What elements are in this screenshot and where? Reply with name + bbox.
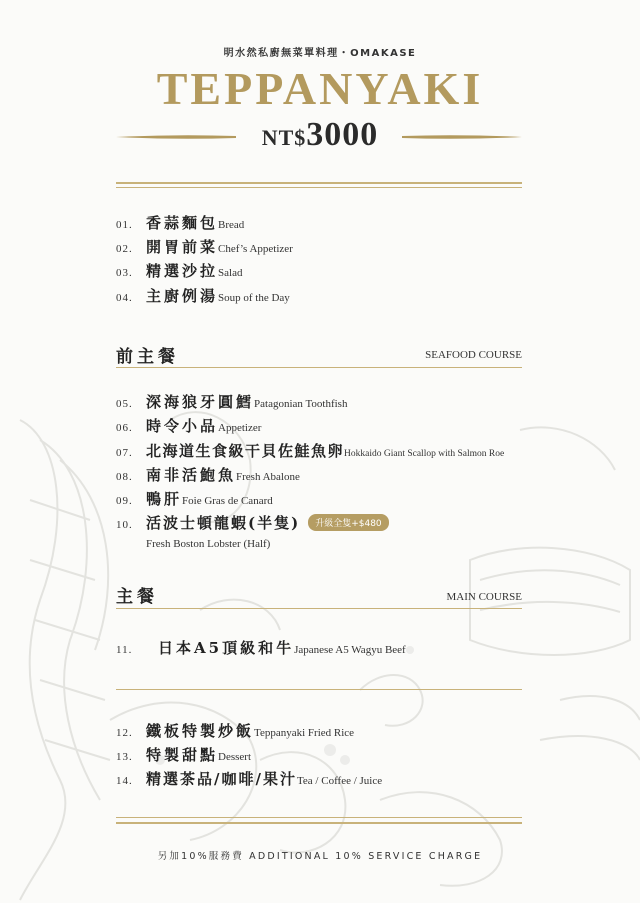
item-number: 08. [116,471,133,483]
section-title-main-en: MAIN COURSE [446,591,522,603]
menu-item [116,464,300,485]
menu-item [116,744,251,765]
section-title-main-zh: 主餐 [116,587,158,607]
item-name-en: Patagonian Toothfish [254,398,348,410]
item-name-en: Fresh Boston Lobster (Half) [146,538,271,550]
item-name-zh: 鴨肝 [146,490,183,508]
item-name-zh: 精選沙拉 [146,262,219,280]
item-name-en: Fresh Abalone [236,471,300,483]
item-number: 02. [116,243,133,255]
item-name-en: Teppanyaki Fried Rice [254,727,355,739]
seafood-divider [116,367,522,368]
item-name-zh: 深海狼牙圓鱈 [146,393,255,411]
price [0,116,640,154]
bottom-divider-thin [116,817,522,818]
item-name-zh: 日本A5頂級和牛 [158,639,295,657]
item-name-zh: 南非活鮑魚 [146,466,237,484]
item-name-en: Appetizer [218,422,262,434]
item-name-en: Soup of the Day [218,292,290,304]
section-title-seafood-zh: 前主餐 [116,347,179,367]
item-name-zh: 香蒜麵包 [146,214,219,232]
menu-item [116,236,293,257]
restaurant-subtitle: 明水然私廚無菜單料理・OMAKASE [223,48,417,59]
menu-item [116,415,261,436]
bottom-divider [116,822,522,824]
menu-item [116,637,406,658]
main-end-divider [116,689,522,690]
item-number: 12. [116,727,133,739]
item-name-zh: 精選茶品/咖啡/果汁 [146,770,297,788]
upgrade-badge: 升級全隻+$480 [308,514,388,531]
item-number: 07. [116,447,133,459]
menu-item [116,260,242,281]
menu-item [116,285,290,306]
item-number: 09. [116,495,133,507]
item-number: 14. [116,775,133,787]
price-currency: NT$ [261,125,307,150]
item-name-zh: 主廚例湯 [146,287,219,305]
item-number: 06. [116,422,133,434]
menu-item [116,440,504,461]
item-number: 05. [116,398,133,410]
menu-item [116,488,273,509]
item-name-en: Foie Gras de Canard [182,495,273,507]
menu-item [116,768,382,789]
menu-item [116,720,354,741]
menu-item [116,391,347,412]
item-name-en: Hokkaido Giant Scallop with Salmon Roe [344,449,505,459]
menu-item-subline [146,532,270,551]
service-charge-note: 另加10%服務費 ADDITIONAL 10% SERVICE CHARGE [157,851,483,862]
item-number: 04. [116,292,133,304]
price-row [0,116,640,156]
item-number: 03. [116,267,133,279]
item-number: 01. [116,219,133,231]
item-name-en: Chef’s Appetizer [218,243,293,255]
page-title: TEPPANYAKI [156,63,484,114]
right-flourish-ornament [402,134,522,140]
top-divider [116,182,522,184]
item-name-en: Bread [218,219,245,231]
menu-item [116,212,244,233]
item-number: 10. [116,519,133,531]
item-name-zh: 特製甜點 [146,746,219,764]
item-name-zh: 鐵板特製炒飯 [146,722,255,740]
item-name-zh: 活波士頓龍蝦(半隻) [146,514,301,532]
item-name-zh: 開胃前菜 [146,238,219,256]
item-name-en: Dessert [218,751,252,763]
item-name-zh: 北海道生食級干貝佐鮭魚卵 [146,442,345,460]
top-divider-thin [116,187,522,188]
main-divider [116,608,522,609]
menu-item [116,512,389,533]
section-title-seafood-en: SEAFOOD COURSE [425,349,522,361]
item-number: 11. [116,644,133,656]
price-value: 3000 [306,116,379,153]
item-name-en: Japanese A5 Wagyu Beef [294,644,406,656]
item-name-zh: 時令小品 [146,417,219,435]
item-number: 13. [116,751,133,763]
item-name-en: Salad [218,267,243,279]
item-name-en: Tea / Coffee / Juice [296,775,383,787]
